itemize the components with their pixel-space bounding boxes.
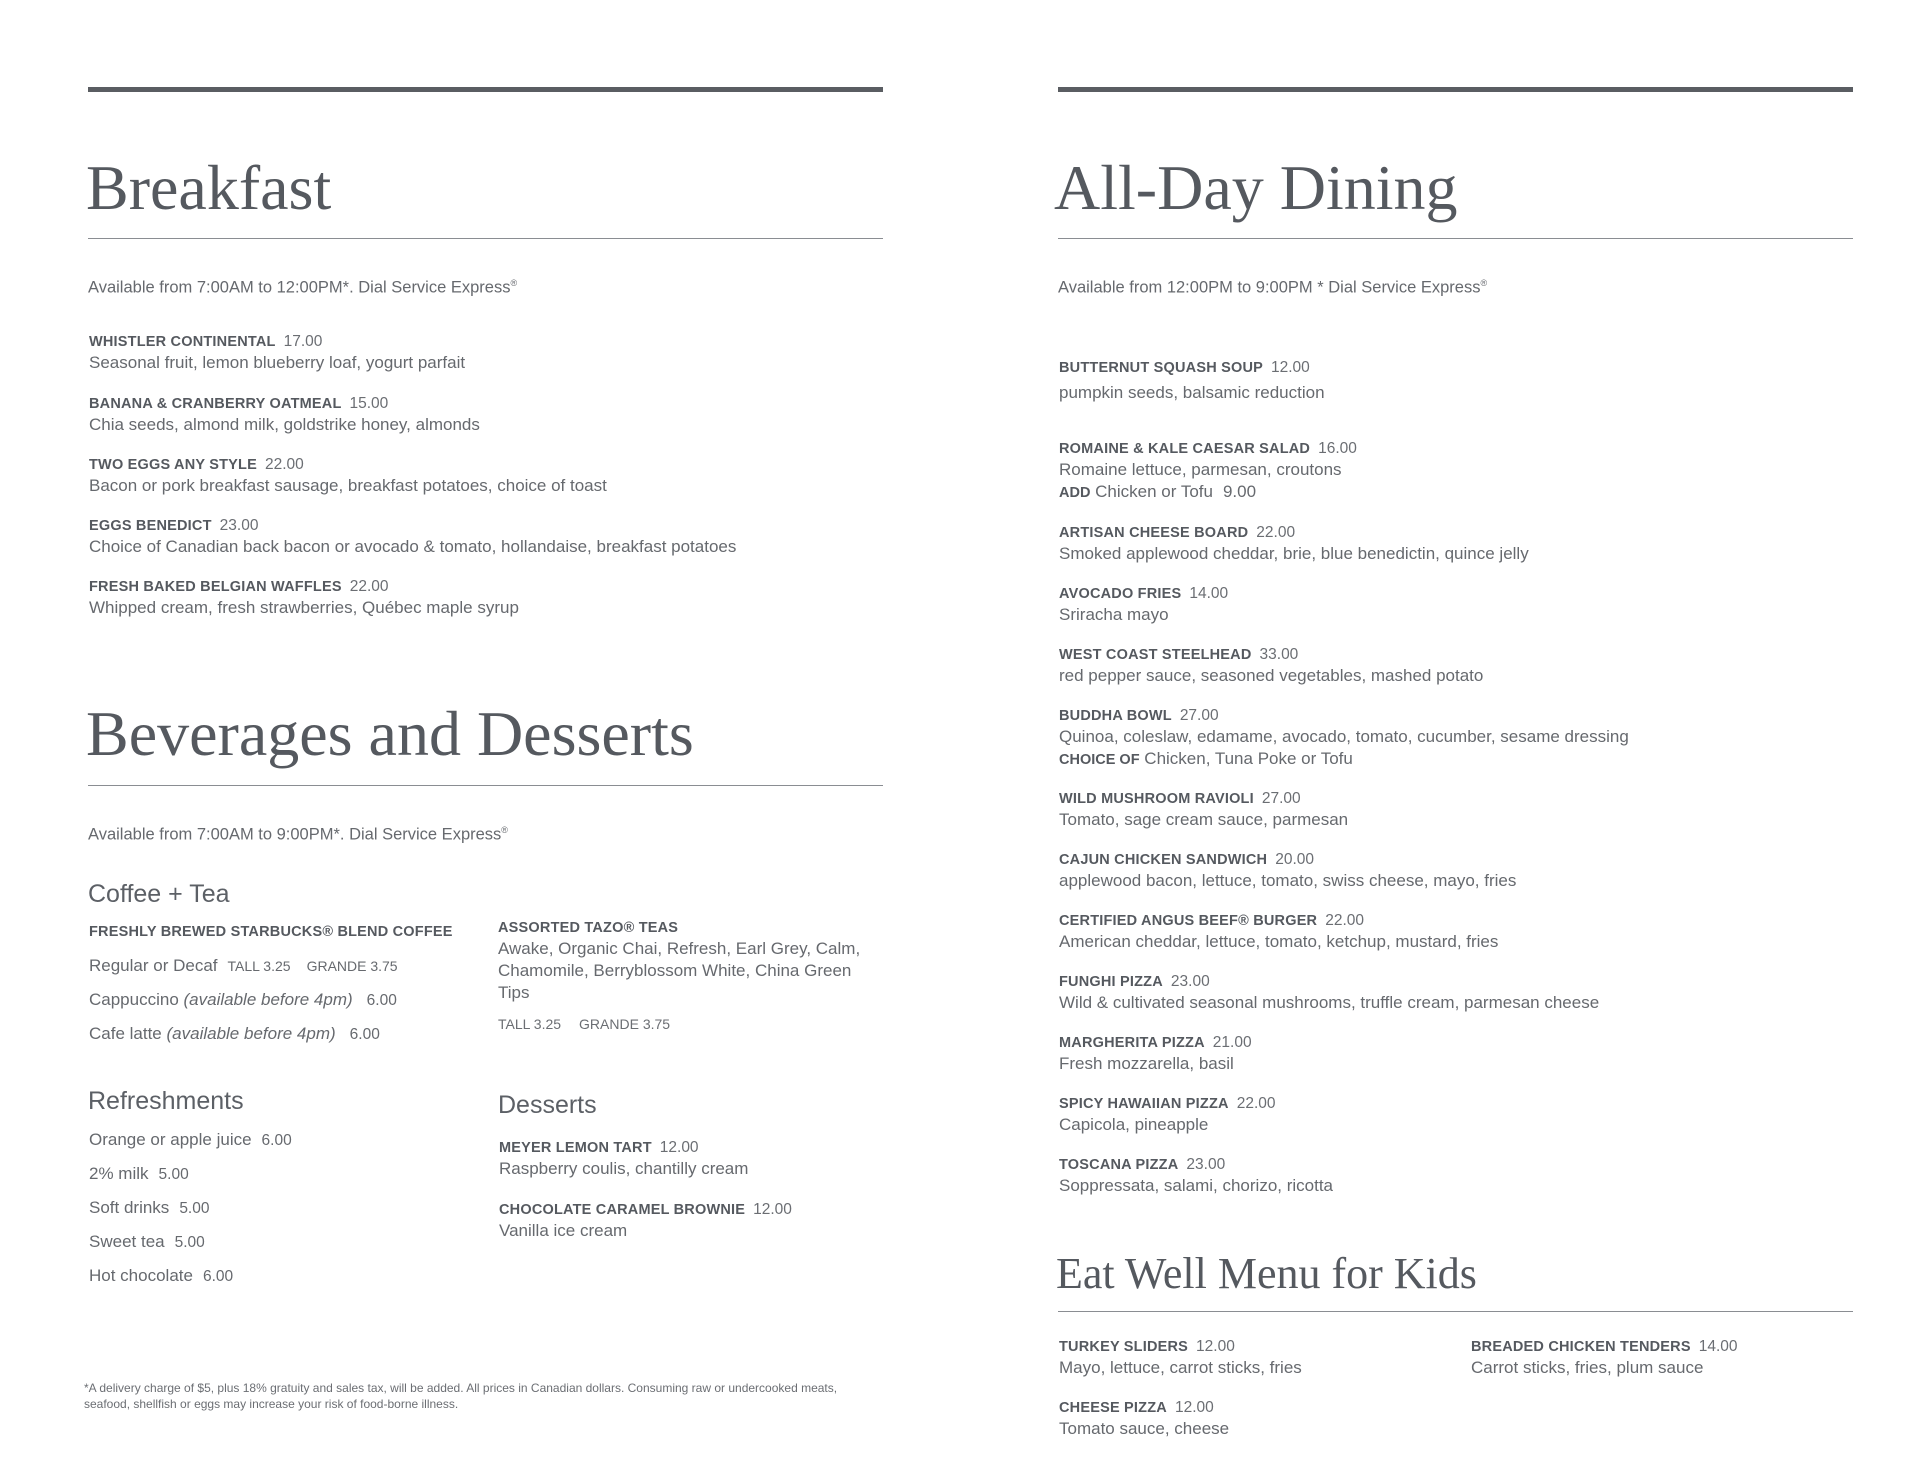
item-price: 12.00 bbox=[1196, 1338, 1235, 1355]
tea-block bbox=[498, 918, 863, 1032]
item-name: FUNGHI PIZZA bbox=[1059, 974, 1163, 990]
refreshment-row: Hot chocolate 6.00 bbox=[89, 1266, 234, 1285]
menu-item bbox=[1059, 911, 1498, 953]
item-name: TWO EGGS ANY STYLE bbox=[89, 457, 257, 473]
menu-item bbox=[1059, 972, 1599, 1014]
item-description: Sriracha mayo bbox=[1059, 605, 1169, 624]
item-description: American cheddar, lettuce, tomato, ketchup, mustard, fries bbox=[1059, 932, 1499, 951]
refreshment-row: Sweet tea 5.00 bbox=[89, 1232, 205, 1251]
menu-item bbox=[1059, 645, 1483, 687]
footnote: *A delivery charge of $5, plus 18% gratuity and sales tax, will be added. All prices in Canadian dollars. Consuming raw or undercooked meats, seafood, shellfish or eggs may increase your risk of food-borne illness. bbox=[84, 1381, 838, 1411]
kids-title: Eat Well Menu for Kids bbox=[1056, 1249, 1477, 1298]
all-day-title-rule bbox=[1058, 238, 1853, 239]
menu-item bbox=[1059, 706, 1629, 771]
menu-item bbox=[1059, 1337, 1302, 1379]
item-name: MEYER LEMON TART bbox=[499, 1140, 652, 1156]
item-name: ARTISAN CHEESE BOARD bbox=[1059, 525, 1249, 541]
desserts-heading: Desserts bbox=[498, 1091, 597, 1119]
item-price: 12.00 bbox=[753, 1201, 792, 1218]
menu-item bbox=[1059, 358, 1325, 404]
item-price: 22.00 bbox=[1256, 524, 1296, 541]
refreshment-row: 2% milk 5.00 bbox=[89, 1164, 189, 1183]
item-description: applewood bacon, lettuce, tomato, swiss cheese, mayo, fries bbox=[1059, 871, 1517, 890]
item-name: TOSCANA PIZZA bbox=[1059, 1157, 1179, 1173]
item-price: 22.00 bbox=[349, 578, 389, 595]
item-price: 17.00 bbox=[283, 333, 323, 350]
item-description: Tomato sauce, cheese bbox=[1059, 1419, 1230, 1438]
item-price: 22.00 bbox=[264, 456, 304, 473]
item-name: WEST COAST STEELHEAD bbox=[1059, 647, 1252, 663]
item-name: BREADED CHICKEN TENDERS bbox=[1471, 1339, 1691, 1355]
menu-item bbox=[89, 394, 480, 436]
item-name: SPICY HAWAIIAN PIZZA bbox=[1059, 1096, 1229, 1112]
tea-title: ASSORTED TAZO® TEAS bbox=[498, 920, 679, 936]
item-name: CERTIFIED ANGUS BEEF® BURGER bbox=[1059, 913, 1318, 929]
item-description: Mayo, lettuce, carrot sticks, fries bbox=[1059, 1358, 1302, 1377]
item-name: AVOCADO FRIES bbox=[1059, 586, 1182, 602]
cappuccino-row: Cappuccino (available before 4pm) 6.00 bbox=[89, 990, 397, 1009]
refreshment-row: Orange or apple juice 6.00 bbox=[89, 1130, 292, 1149]
item-name: EGGS BENEDICT bbox=[89, 518, 212, 534]
item-price: 12.00 bbox=[1174, 1399, 1214, 1416]
latte-row: Cafe latte (available before 4pm) 6.00 bbox=[89, 1024, 380, 1043]
all-day-availability: Available from 12:00PM to 9:00PM * Dial Service Express® bbox=[1058, 278, 1488, 297]
breakfast-availability: Available from 7:00AM to 12:00PM*. Dial Service Express® bbox=[88, 278, 518, 297]
breakfast-title-rule bbox=[88, 238, 883, 239]
item-name: WILD MUSHROOM RAVIOLI bbox=[1059, 791, 1254, 807]
menu-item bbox=[499, 1200, 792, 1242]
item-description: Tomato, sage cream sauce, parmesan bbox=[1059, 810, 1349, 829]
item-price: 15.00 bbox=[349, 395, 389, 412]
left-top-rule bbox=[88, 87, 883, 92]
menu-item bbox=[499, 1138, 748, 1180]
all-day-title: All-Day Dining bbox=[1054, 152, 1458, 223]
item-price: 14.00 bbox=[1189, 585, 1229, 602]
menu-item bbox=[89, 577, 519, 619]
breakfast-title: Breakfast bbox=[86, 152, 332, 223]
tea-sizes: TALL 3.25 GRANDE 3.75 bbox=[498, 1016, 671, 1032]
menu-item bbox=[1471, 1337, 1738, 1379]
item-description: Seasonal fruit, lemon blueberry loaf, yogurt parfait bbox=[89, 353, 466, 372]
item-description: Vanilla ice cream bbox=[499, 1221, 628, 1240]
menu-item bbox=[89, 516, 736, 558]
beverages-title: Beverages and Desserts bbox=[86, 698, 694, 769]
item-price: 27.00 bbox=[1261, 790, 1301, 807]
right-top-rule bbox=[1058, 87, 1853, 92]
item-name: BANANA & CRANBERRY OATMEAL bbox=[89, 396, 342, 412]
item-description: Wild & cultivated seasonal mushrooms, truffle cream, parmesan cheese bbox=[1059, 993, 1600, 1012]
beverages-availability: Available from 7:00AM to 9:00PM*. Dial Service Express® bbox=[88, 825, 508, 844]
menu-item bbox=[1059, 1094, 1276, 1136]
item-price: 23.00 bbox=[1186, 1156, 1226, 1173]
item-description: Fresh mozzarella, basil bbox=[1059, 1054, 1234, 1073]
item-description: Romaine lettuce, parmesan, croutons bbox=[1059, 460, 1342, 479]
item-name: BUTTERNUT SQUASH SOUP bbox=[1059, 360, 1263, 376]
item-description: Carrot sticks, fries, plum sauce bbox=[1471, 1358, 1704, 1377]
item-price: 23.00 bbox=[1170, 973, 1210, 990]
item-description: pumpkin seeds, balsamic reduction bbox=[1059, 383, 1325, 402]
coffee-regular-row: Regular or Decaf TALL 3.25 GRANDE 3.75 bbox=[89, 956, 398, 975]
coffee-tea-heading: Coffee + Tea bbox=[88, 880, 230, 908]
menu-item bbox=[1059, 1033, 1252, 1075]
item-name: CHEESE PIZZA bbox=[1059, 1400, 1167, 1416]
menu-item bbox=[1059, 1398, 1229, 1440]
item-price: 27.00 bbox=[1179, 707, 1219, 724]
menu-item bbox=[1059, 1155, 1333, 1197]
item-description: Bacon or pork breakfast sausage, breakfast potatoes, choice of toast bbox=[89, 476, 607, 495]
refreshment-row: Soft drinks 5.00 bbox=[89, 1198, 210, 1217]
item-price: 23.00 bbox=[219, 517, 259, 534]
item-price: 22.00 bbox=[1236, 1095, 1276, 1112]
item-price: 33.00 bbox=[1259, 646, 1299, 663]
item-name: FRESH BAKED BELGIAN WAFFLES bbox=[89, 579, 342, 595]
item-name: ROMAINE & KALE CAESAR SALAD bbox=[1059, 441, 1311, 457]
menu-item bbox=[89, 332, 465, 374]
item-price: 22.00 bbox=[1325, 912, 1365, 929]
coffee-title: FRESHLY BREWED STARBUCKS® BLEND COFFEE bbox=[89, 924, 453, 940]
item-price: 21.00 bbox=[1212, 1034, 1252, 1051]
item-description: Chia seeds, almond milk, goldstrike honey, almonds bbox=[89, 415, 480, 434]
item-name: BUDDHA BOWL bbox=[1059, 708, 1172, 724]
item-price: 12.00 bbox=[1271, 359, 1310, 376]
item-name: WHISTLER CONTINENTAL bbox=[89, 334, 276, 350]
menu-item bbox=[1059, 523, 1529, 565]
item-addon: ADD Chicken or Tofu 9.00 bbox=[1059, 482, 1257, 501]
menu-item bbox=[1059, 439, 1357, 504]
menu-item bbox=[1059, 584, 1228, 626]
item-description: Soppressata, salami, chorizo, ricotta bbox=[1059, 1176, 1334, 1195]
item-description: Whipped cream, fresh strawberries, Québec maple syrup bbox=[89, 598, 519, 617]
menu-item bbox=[1059, 850, 1516, 892]
menu-item bbox=[1059, 789, 1348, 831]
item-description: Quinoa, coleslaw, edamame, avocado, tomato, cucumber, sesame dressing bbox=[1059, 727, 1629, 746]
item-name: CAJUN CHICKEN SANDWICH bbox=[1059, 852, 1268, 868]
item-description: Capicola, pineapple bbox=[1059, 1115, 1209, 1134]
item-description: Choice of Canadian back bacon or avocado & tomato, hollandaise, breakfast potatoes bbox=[89, 537, 737, 556]
item-price: 20.00 bbox=[1275, 851, 1315, 868]
item-name: TURKEY SLIDERS bbox=[1059, 1339, 1189, 1355]
tea-description: Awake, Organic Chai, Refresh, Earl Grey, Calm, Chamomile, Berryblossom White, China Green Tips bbox=[498, 939, 861, 1002]
menu-item bbox=[89, 455, 607, 497]
item-price: 16.00 bbox=[1318, 440, 1357, 457]
item-description: Raspberry coulis, chantilly cream bbox=[499, 1159, 749, 1178]
item-addon: CHOICE OF Chicken, Tuna Poke or Tofu bbox=[1059, 749, 1353, 768]
item-description: Smoked applewood cheddar, brie, blue benedictin, quince jelly bbox=[1059, 544, 1529, 563]
kids-title-rule bbox=[1058, 1311, 1853, 1312]
refreshments-heading: Refreshments bbox=[88, 1087, 244, 1115]
item-price: 12.00 bbox=[659, 1139, 699, 1156]
item-price: 14.00 bbox=[1698, 1338, 1738, 1355]
item-description: red pepper sauce, seasoned vegetables, mashed potato bbox=[1059, 666, 1484, 685]
item-name: CHOCOLATE CARAMEL BROWNIE bbox=[499, 1202, 746, 1218]
item-name: MARGHERITA PIZZA bbox=[1059, 1035, 1205, 1051]
beverages-title-rule bbox=[88, 785, 883, 786]
